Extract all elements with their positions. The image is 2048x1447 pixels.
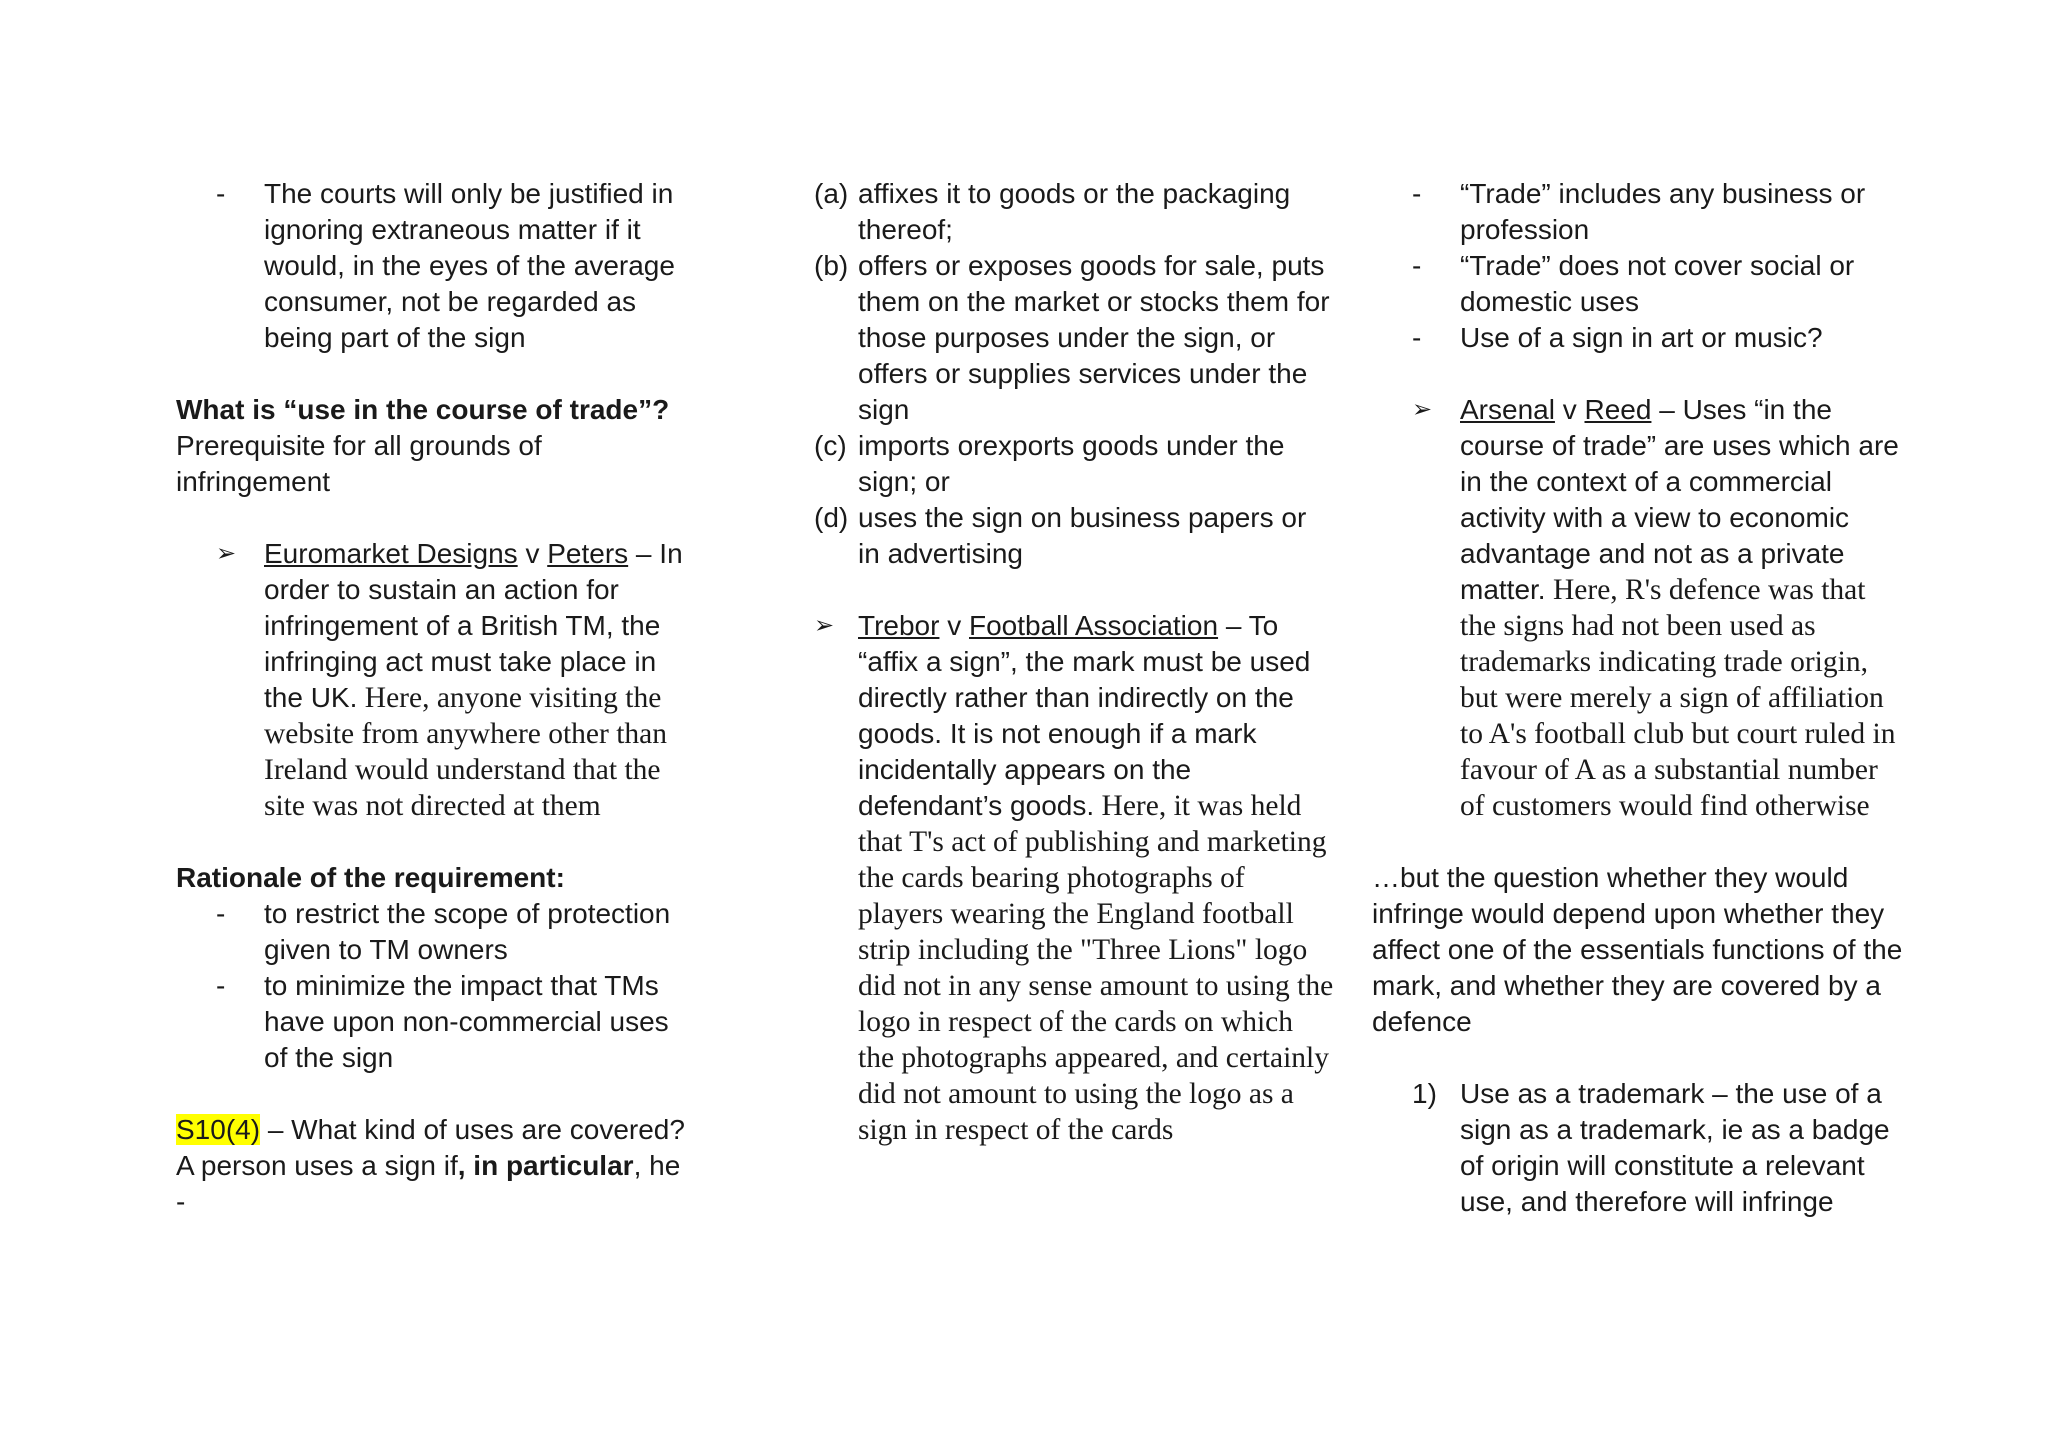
trade-text: Use of a sign in art or music? xyxy=(1460,322,1823,353)
case-facts: Here, it was held that T's act of publishing and marketing the cards bearing photographs of players wearing the England football strip including the "Three Lions" logo did not in any sense amount to using the logo in respect of the cards on which the photographs appeared, and certainly did not amount to using the logo as a sign in respect of the cards xyxy=(858,790,1334,1146)
case-party-1: Arsenal xyxy=(1460,394,1555,425)
trade-text: “Trade” does not cover social or domestic uses xyxy=(1460,250,1855,317)
prerequisite-text: Prerequisite for all grounds of infringement xyxy=(176,430,542,497)
list-marker: (d) xyxy=(814,502,849,533)
case-versus: v xyxy=(525,538,540,569)
list-item-c xyxy=(814,428,1334,500)
list-item-d xyxy=(814,500,1334,572)
list-marker: (b) xyxy=(814,250,849,281)
bullet-text: The courts will only be justified in ignoring extraneous matter if it would, in the eyes of the average consumer, not be regarded as being part of the sign xyxy=(264,178,675,353)
trade-text: “Trade” includes any business or profession xyxy=(1460,178,1866,245)
case-trebor xyxy=(814,608,1334,1148)
list-text: offers or exposes goods for sale, puts them on the market or stocks them for those purposes under the sign, or offers or supplies services under the sign xyxy=(858,250,1330,425)
trade-item xyxy=(1372,176,1908,248)
question-paragraph: …but the question whether they would infringe would depend upon whether they affect one of the essentials functions of the mark, and whether they are covered by a defence xyxy=(1372,862,1903,1037)
numbered-text: Use as a trademark – the use of a sign as a trademark, ie as a badge of origin will constitute a relevant use, and therefore will infringe xyxy=(1460,1078,1890,1217)
s10-text: – What kind of uses are covered? xyxy=(260,1114,685,1145)
dash-marker: - xyxy=(216,178,226,209)
s10-heading xyxy=(176,1112,696,1148)
dash-marker: - xyxy=(216,970,226,1001)
list-marker: (a) xyxy=(814,178,849,209)
case-party-1: Trebor xyxy=(858,610,940,641)
dash-marker: - xyxy=(1412,322,1422,353)
list-text: affixes it to goods or the packaging thereof; xyxy=(858,178,1291,245)
case-party-2: Reed xyxy=(1584,394,1652,425)
case-summary: – In order to sustain an action for infringement of a British TM, the infringing act must take place in the UK. xyxy=(264,538,683,713)
case-party-1: Euromarket Designs xyxy=(264,538,518,569)
case-summary: – To “affix a sign”, the mark must be used directly rather than indirectly on the goods. It is not enough if a mark incidentally appears on the defendant’s goods. xyxy=(858,610,1311,821)
heading-rationale: Rationale of the requirement: xyxy=(176,862,565,893)
rationale-item xyxy=(176,896,696,968)
arrow-bullet-icon: ➢ xyxy=(814,612,835,639)
case-versus: v xyxy=(1562,394,1577,425)
list-item-a xyxy=(814,176,1334,248)
heading-use-in-course-of-trade: What is “use in the course of trade”? xyxy=(176,394,670,425)
numbered-item xyxy=(1372,1076,1908,1220)
trade-item xyxy=(1372,320,1908,356)
arrow-bullet-icon: ➢ xyxy=(1412,396,1433,423)
case-party-2: Peters xyxy=(547,538,629,569)
trade-item xyxy=(1372,248,1908,320)
case-euromarket xyxy=(176,536,696,824)
column-left xyxy=(176,176,696,1220)
list-marker: (c) xyxy=(814,430,847,461)
dash-marker: - xyxy=(1412,250,1422,281)
column-middle xyxy=(814,176,1334,1148)
rationale-item xyxy=(176,968,696,1076)
case-versus: v xyxy=(947,610,962,641)
rationale-text: to restrict the scope of protection given to TM owners xyxy=(264,898,671,965)
list-item-b xyxy=(814,248,1334,428)
arrow-bullet-icon: ➢ xyxy=(216,540,237,567)
dash-marker: - xyxy=(216,898,226,929)
case-facts: Here, R's defence was that the signs had not been used as trademarks indicating trade origin, but were merely a sign of affiliation to A's football club but court ruled in favour of A as a substantial number of customers would find otherwise xyxy=(1460,574,1896,822)
column-right xyxy=(1372,176,1908,1220)
case-arsenal xyxy=(1372,392,1908,824)
rationale-text: to minimize the impact that TMs have upon non-commercial uses of the sign xyxy=(264,970,669,1073)
bullet-item xyxy=(176,176,696,356)
case-facts: Here, anyone visiting the website from anywhere other than Ireland would understand that the site was not directed at them xyxy=(264,682,668,822)
s10-highlight: S10(4) xyxy=(176,1114,261,1145)
person-uses-sign: A person uses a sign if, in particular, he - xyxy=(176,1150,681,1217)
case-party-2: Football Association xyxy=(969,610,1219,641)
dash-marker: - xyxy=(1412,178,1422,209)
case-summary: – Uses “in the course of trade” are uses which are in the context of a commercial activity with a view to economic advantage and not as a private matter. xyxy=(1460,394,1899,605)
list-text: imports orexports goods under the sign; or xyxy=(858,430,1285,497)
list-text: uses the sign on business papers or in advertising xyxy=(858,502,1307,569)
number-marker: 1) xyxy=(1412,1078,1437,1109)
